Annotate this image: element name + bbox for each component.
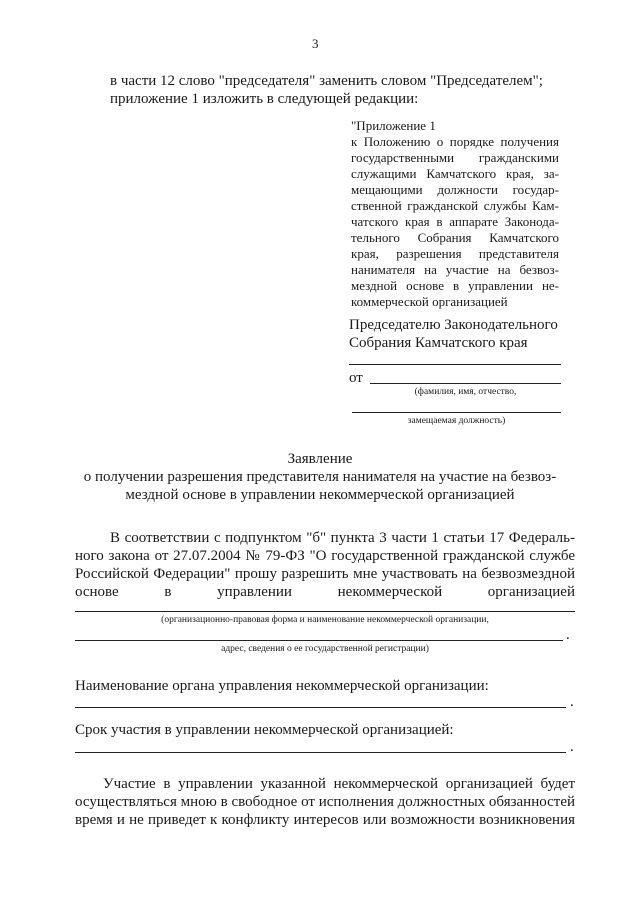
annex-line: коммерческой организацией xyxy=(351,294,508,309)
annex-line: чатского края в аппарате Законода- xyxy=(351,214,559,229)
paragraph-line: основе в управлении некоммерческой организацией xyxy=(75,584,575,600)
statement-title: Заявление xyxy=(287,451,353,467)
annex-line: нанимателя на участие на безвоз- xyxy=(351,262,559,277)
paragraph-line: Российской Федерации" прошу разрешить мне участвовать на безвозмездной xyxy=(75,566,575,582)
paragraph-line: ного закона от 27.07.2004 № 79-ФЗ "О государственной гражданской службе xyxy=(75,548,575,564)
annex-line: государственными гражданскими xyxy=(351,150,559,165)
management-body-blank-line xyxy=(75,707,566,708)
annex-line: мездной основе в управлении не- xyxy=(351,278,559,293)
paragraph-line: В соответствии с подпунктом "б" пункта 3 части 1 статьи 17 Федераль- xyxy=(110,530,575,546)
paragraph-participation xyxy=(75,775,575,829)
annex-line: "Приложение 1 xyxy=(351,118,436,133)
annex-line: к Положению о порядке получения xyxy=(351,134,559,149)
annex-line: служащими Камчатского края, за- xyxy=(351,166,559,181)
from-label: от xyxy=(349,370,363,386)
paragraph-line: Участие в управлении указанной некоммерческой организацией будет xyxy=(103,776,575,792)
statement-subtitle-2: мездной основе в управлении некоммерческой организацией xyxy=(125,487,515,503)
position-blank-line xyxy=(352,412,561,413)
annex-line: ственной гражданской службы Кам- xyxy=(351,198,559,213)
addressee-line-2: Собрания Камчатского края xyxy=(349,335,528,351)
addressee-line-1: Председателю Законодательного xyxy=(349,317,558,333)
org-form-blank-line xyxy=(75,611,575,612)
from-blank-line xyxy=(370,383,561,384)
annex-line: тельного Собрания Камчатского xyxy=(351,230,559,245)
caption-address: адрес, сведения о ее государственной регистрации) xyxy=(221,644,429,654)
term-blank-line xyxy=(75,752,566,753)
field-label-management-body: Наименование органа управления некоммерческой организации: xyxy=(75,678,489,694)
term-period: . xyxy=(570,739,574,755)
field-label-term: Срок участия в управлении некоммерческой организацией: xyxy=(75,722,454,738)
paragraph-request xyxy=(75,529,575,601)
amendment-line-1: в части 12 слово "председателя" заменить словом "Председателем"; xyxy=(110,73,543,89)
caption-position: замещаемая должность) xyxy=(407,416,506,426)
annex-header xyxy=(351,118,559,310)
page-number: 3 xyxy=(312,36,319,51)
amendment-line-2: приложение 1 изложить в следующей редакции: xyxy=(110,91,419,107)
address-line-period: . xyxy=(566,627,570,643)
management-body-period: . xyxy=(570,694,574,710)
paragraph-line: осуществляться мною в свободное от исполнения должностных обязанностей xyxy=(75,794,575,810)
annex-line: мещающими должности государ- xyxy=(351,182,559,197)
caption-org-form: (организационно-правовая форма и наименование некоммерческой организации, xyxy=(161,615,489,625)
statement-subtitle-1: о получении разрешения представителя нанимателя на участие на безвоз- xyxy=(83,469,557,485)
paragraph-line: время и не приведет к конфликту интересов или возможности возникновения xyxy=(75,812,575,828)
address-blank-line xyxy=(75,640,563,641)
annex-line: края, разрешения представителя xyxy=(351,246,559,261)
addressee-blank-line xyxy=(349,364,561,365)
caption-name: (фамилия, имя, отчество, xyxy=(414,387,517,397)
